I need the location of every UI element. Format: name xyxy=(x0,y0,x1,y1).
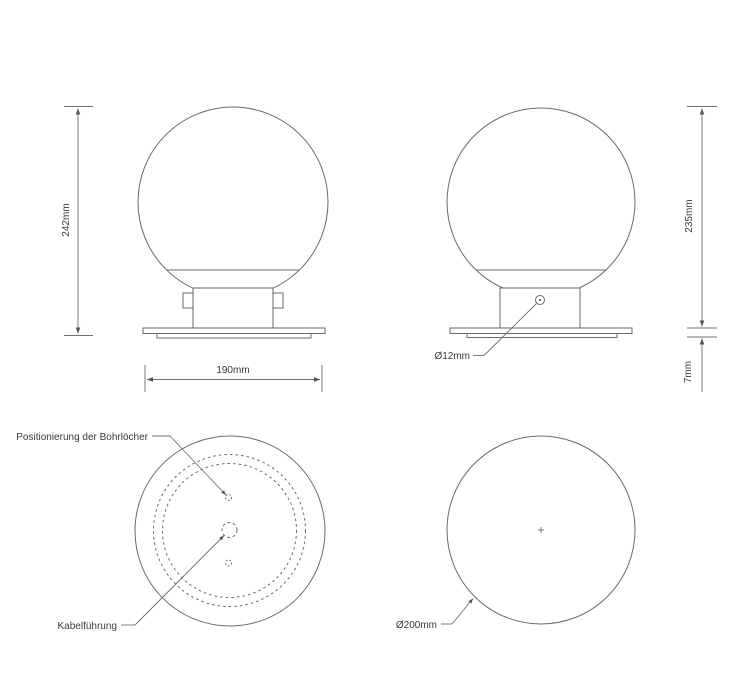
front-height-dim-label: 242mm xyxy=(61,203,72,237)
plate-bottom-edge xyxy=(157,334,311,339)
cable-hole-center-dot xyxy=(539,299,541,301)
plate-thickness-dimension-7 xyxy=(683,337,717,392)
height-dimension-242 xyxy=(61,107,93,336)
side-hole-dim-label: Ø12mm xyxy=(434,351,470,362)
front-view xyxy=(61,107,328,393)
plate-top-edge xyxy=(450,328,632,334)
plate-bottom-edge xyxy=(467,334,617,338)
plate-diameter-callout xyxy=(396,599,473,632)
width-dimension-190 xyxy=(145,365,322,392)
leader-line xyxy=(452,599,473,625)
right-mount-tab xyxy=(273,293,283,308)
base-top-view xyxy=(16,432,325,632)
plate-diameter-label: Ø200mm xyxy=(395,620,437,631)
drill-holes-label: Positionierung der Bohrlöcher xyxy=(16,432,148,443)
height-dimension-235 xyxy=(684,107,717,329)
cable-routing-label: Kabelführung xyxy=(57,621,117,632)
front-width-dim-label: 190mm xyxy=(216,365,250,376)
side-view xyxy=(434,107,717,393)
plate-top-edge xyxy=(143,328,325,334)
base-cylinder xyxy=(193,288,273,328)
side-height-dim-label: 235mm xyxy=(684,199,695,233)
left-mount-tab xyxy=(183,293,193,308)
base-cylinder xyxy=(500,288,580,328)
side-plate-thickness-label: 7mm xyxy=(683,360,694,384)
base-plate-view xyxy=(396,436,635,631)
sphere-outline xyxy=(138,107,328,297)
sphere-outline xyxy=(447,108,635,296)
